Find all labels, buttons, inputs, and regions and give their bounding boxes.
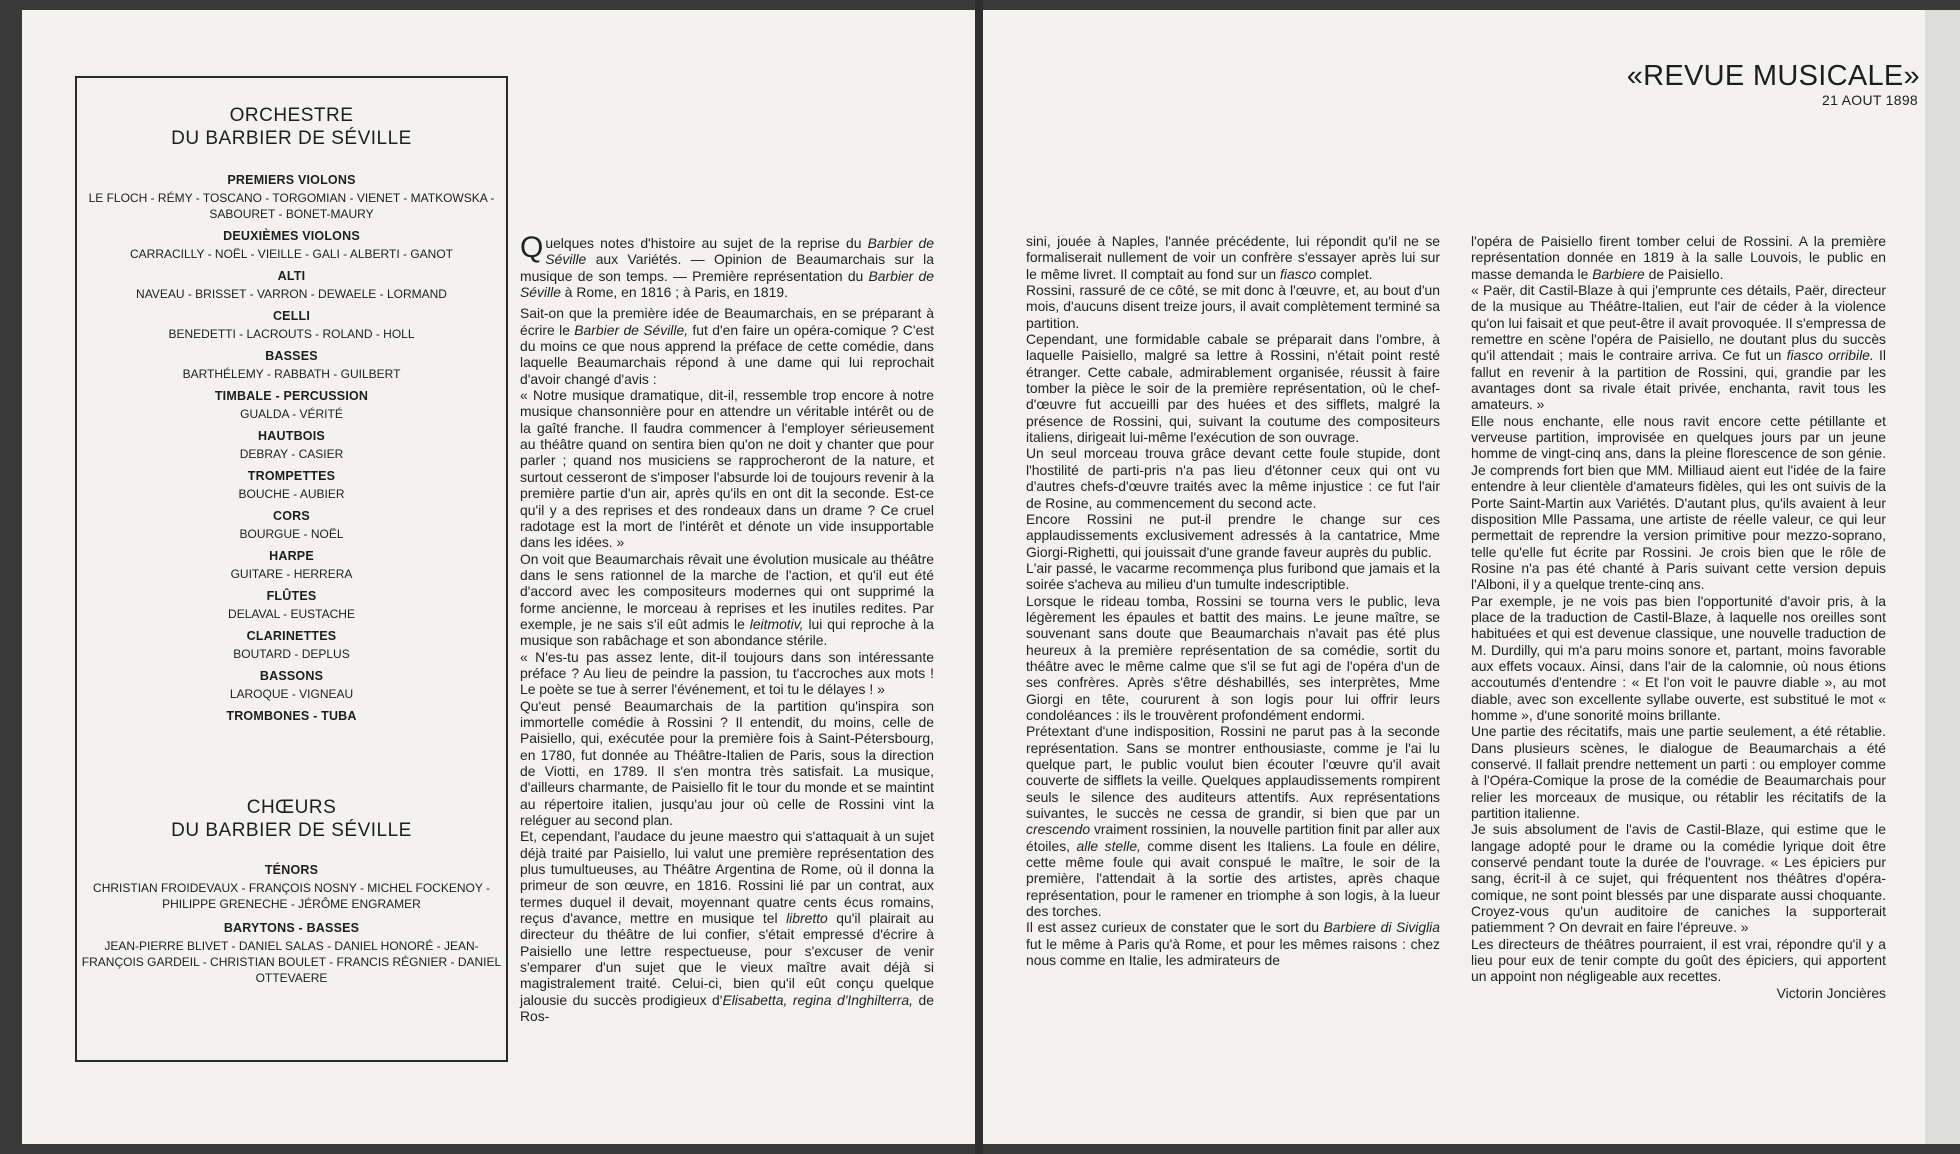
paragraph (520, 828, 934, 1024)
credit-section (77, 268, 506, 302)
text: Barbier de Séville (545, 235, 934, 268)
section-names: JEAN-PIERRE BLIVET - DANIEL SALAS - DANIEL HONORÉ - JEAN-FRANÇOIS GARDEIL - CHRISTIAN BOULET - FRANCIS RÉGNIER - DANIEL OTTEVAERE (81, 939, 502, 985)
text: leitmotiv, (749, 615, 804, 632)
section-names: CARRACILLY - NOËL - VIEILLE - GALI - ALBERTI - GANOT (130, 247, 453, 261)
section-names: BARTHÉLEMY - RABBATH - GUILBERT (182, 367, 401, 381)
section-names: LAROQUE - VIGNEAU (229, 687, 354, 701)
text: Sait-on que la première idée de Beaumarchais, en se préparant à écrire le (520, 305, 934, 338)
credit-section (77, 228, 506, 262)
choir-title (77, 796, 506, 842)
article-column-2 (1026, 233, 1440, 968)
orchestra-title-line1: ORCHESTRE (229, 105, 354, 126)
section-names: DELAVAL - EUSTACHE (228, 607, 355, 621)
article-intro (520, 231, 934, 301)
text: alle stelle, (1076, 837, 1141, 854)
text: sini, jouée à Naples, l'année précédente, lui répondit qu'il ne se formaliserait nullement de voir un confrère s'essayer après lui sur le même livret. Il comptait au fond sur un (1026, 233, 1440, 282)
section-heading: CELLI (272, 309, 311, 323)
section-names: BOUTARD - DEPLUS (233, 647, 350, 661)
paragraph: Cependant, une formidable cabale se préparait dans l'ombre, à laquelle Paisiello, malgré sa lettre à Rossini, n'était point resté étranger. Cette cabale, admirablement organisée, réussit à faire tomber la pièce le soir de la première représentation, où le chef-d'œuvre fut accueilli par des huées et des sifflets, malgré la présence de Rossini, qui, suivant la coutume des compositeurs italiens, dirigeait lui-même l'exécution de son ouvrage. (1026, 331, 1440, 446)
section-names: GUALDA - VÉRITÉ (240, 407, 343, 421)
credit-section (77, 708, 506, 724)
text: à Rome, en 1816 ; à Paris, en 1819. (560, 284, 788, 301)
credit-section (77, 862, 506, 912)
orchestra-title (77, 104, 506, 150)
paragraph: Un seul morceau trouva grâce devant cette foule stupide, dont l'hostilité de parti-pris n'a pas lieu d'étonner ceux qui ont vu d'autres chefs-d'œuvre traités avec la même injustice : ce fut l'air de Rosine, au commencement du second acte. (1026, 445, 1440, 511)
section-names: NAVEAU - BRISSET - VARRON - DEWAELE - LORMAND (136, 287, 447, 301)
choir-list (77, 862, 506, 986)
paragraph: Elle nous enchante, elle nous ravit encore cette pétillante et verveuse partition, improvisée en quelques jours par un jeune homme de vingt-cinq ans, dans la pleine florescence de son génie. Je comprends fort bien que MM. Milliaud aient eut l'idée de la faire entendre à leur clientèle d'amateurs fidèles, qui les ont suivis de la Porte Saint-Martin aux Variétés. D'autant plus, qu'ils avaient à leur disposition Mlle Passama, une artiste de réelle valeur, ce qui leur permettait de reprendre la version primitive pour mezzo-soprano, telle qu'elle fut écrite par Rossini. Je crois bien que le rôle de Rosine n'a pas été chanté à Paris suivant cette version depuis l'Alboni, il y a quelque trente-cinq ans. (1471, 412, 1886, 593)
credit-section (77, 468, 506, 502)
credit-section (77, 348, 506, 382)
paragraph: « N'es-tu pas assez lente, dit-il toujours dans son intéressante préface ? Au lieu de peindre la passion, tu t'accroches aux mots ! Le poète se tue à serrer l'événement, et toi tu le délayes ! » (520, 648, 934, 698)
paragraph: Rossini, rassuré de ce côté, se mit donc à l'œuvre, et, au bout d'un mois, d'aucuns disent treize jours, il avait complètement terminé sa partition. (1026, 282, 1440, 331)
credit-section (77, 588, 506, 622)
orchestra-list (77, 172, 506, 724)
paragraph: Qu'eut pensé Beaumarchais de la partition qu'inspira son immortelle comédie à Rossini ? Il entendit, du moins, celle de Paisiello, qui, exécutée pour la première fois à Saint-Pétersbourg, en 1780, fut donnée au Théâtre-Italien de Paris, sous la direction de Viotti, en 1789. Il s'en montra très satisfait. La musique, d'ailleurs charmante, de Paisiello fit le tour du monde et se maintint au répertoire italien, jusqu'au jour où celle de Rossini vint la reléguer au second plan. (520, 697, 934, 829)
paragraph: Je suis absolument de l'avis de Castil-Blaze, qui estime que le langage adopté pour le drame ou la comédie lyrique doit être conservé pendant toute la durée de l'ouvrage. « Les épiciers pur sang, écrit-il à ce sujet, qui fréquentent nos théâtres d'opéra-comique, ne sont point blessés par une disparate aussi choquante. Croyez-vous qu'un auditoire de caniches la supporterait patiemment ? On devrait en faire l'épreuve. » (1471, 821, 1886, 936)
drop-cap: Q (520, 231, 544, 264)
text: fut le même à Paris qu'à Rome, et pour les mêmes raisons : chez nous comme en Italie, les admirateurs de (1026, 935, 1440, 969)
text: uelques notes d'histoire au sujet de la reprise du (545, 235, 868, 251)
credit-section (77, 920, 506, 986)
orchestra-title-line2: DU BARBIER DE SÉVILLE (171, 128, 412, 149)
credit-section (77, 628, 506, 662)
text: Il fallut en revenir à la partition de Rossini, qui, grandie par les avantages dont sa rivale était privée, enchanta, ravit tous les amateurs. » (1471, 347, 1886, 413)
section-heading: PREMIERS VIOLONS (227, 173, 356, 187)
text: comme disent les Italiens. La foule en délire, cette même foule qui avait conspué le maître, le soir de la première, l'attendait à la sortie des artistes, après chaque représentation, pour le ramener en triomphe à son logis, à la lueur des torches. (1026, 837, 1440, 920)
section-heading: CLARINETTES (246, 629, 337, 643)
text: de Ros- (520, 991, 935, 1025)
text: Barbiere di Siviglia (1323, 919, 1440, 936)
credit-section (77, 308, 506, 342)
section-names: BENEDETTI - LACROUTS - ROLAND - HOLL (168, 327, 415, 341)
section-heading: HAUTBOIS (258, 429, 325, 443)
paragraph: L'air passé, le vacarme recommença plus furibond que jamais et la soirée s'acheva au milieu d'un tumulte indescriptible. (1026, 559, 1440, 593)
page-edge (1925, 10, 1960, 1144)
text: On voit que Beaumarchais rêvait une évolution musicale au théâtre dans le sens rationnel de la marche de l'action, et qu'il eut été d'accord avec les compositeurs modernes qui ont supprimé la forme ancienne, le morceau à reprises et les inutiles redites. Par exemple, je ne sais s'il eût admis le (520, 550, 934, 632)
paragraph: Encore Rossini ne put-il prendre le change sur ces applaudissements exclusivement adressés à la cantatrice, Mme Giorgi-Righetti, qui jouissait d'une grande faveur auprès du public. (1026, 510, 1440, 560)
paragraph (520, 551, 934, 649)
section-heading: TROMPETTES (247, 469, 336, 483)
choir-title-line2: DU BARBIER DE SÉVILLE (171, 820, 412, 841)
section-heading: TROMBONES - TUBA (226, 709, 357, 723)
review-title: «REVUE MUSICALE» (1626, 60, 1920, 92)
paragraph: « Notre musique dramatique, dit-il, ressemble trop encore à notre musique chansonnière pour en attendre un véritable intérêt ou de la gaîté franche. Il faudra commencer à l'employer sérieusement au théâtre quand on sentira bien qu'on ne doit y chanter que pour parler ; quand nos musiciens se rapprocheront de la nature, et surtout cesseront de s'imposer l'absurde loi de toujours revenir à la première partie d'un air, après qu'ils en ont dit la seconde. Est-ce qu'il y a des reprises et des rondeaux dans un drame ? Ce cruel radotage est la mort de l'intérêt et dénote un vide insupportable dans les idées. » (520, 387, 934, 551)
text: crescendo (1026, 821, 1091, 838)
paragraph: Lorsque le rideau tomba, Rossini se tourna vers le public, leva légèrement les épaules et battit des mains. Le jeune maître, se souvenant sans doute que Beaumarchais n'avait pas été plus heureux à la première représentation de sa comédie, sortit du théâtre avec le même calme que s'il se fut agi de l'opéra d'un de ses confrères. Après s'être déshabillés, ses interprètes, Mme Giorgi en tête, coururent à son logis pour lui offrir leurs condoléances : ils le trouvèrent profondément endormi. (1026, 592, 1440, 723)
paragraph (1026, 233, 1440, 282)
text: lui qui reproche à la musique son rabâchage et son abondance stérile. (520, 615, 934, 649)
section-names: GUITARE - HERRERA (230, 567, 353, 581)
section-heading: BARYTONS - BASSES (223, 921, 360, 935)
section-heading: CORS (273, 509, 310, 523)
section-heading: BASSONS (259, 669, 324, 683)
section-names: BOURGUE - NOËL (239, 527, 344, 541)
paragraph (1026, 919, 1440, 968)
paragraph (1026, 723, 1440, 919)
text: Prétextant d'une indisposition, Rossini ne parut pas à la seconde représentation. Sans se montrer enthousiaste, comme je l'ai lu quelque part, le public voulut bien écouter l'œuvre qu'il avait couverte de sifflets la veille. Quelques applaudissements rompirent seuls le silence des auditeurs attentifs. Aux représentations suivantes, le succès ne cessa de grandir, si bien que par un (1026, 723, 1440, 822)
text: aux Variétés. — Opinion de Beaumarchais sur la musique de son temps. — Première représentation du (520, 251, 934, 284)
text: « Paër, dit Castil-Blaze à qui j'emprunte ces détails, Paër, directeur de la musique au Théâtre-Italien, eut l'air de céder à la violence qu'on lui faisait et que peut-être il avait provoquée. Il s'empressa de remettre en scène l'opéra de Paisiello, ne doutant plus du succès qu'il attendait ; mais le contraire arriva. Ce fut un (1471, 282, 1886, 364)
text: Elisabetta, regina d'Inghilterra, (722, 991, 914, 1008)
text: libretto (786, 910, 828, 927)
paragraph (520, 305, 934, 387)
section-names: LE FLOCH - RÉMY - TOSCANO - TORGOMIAN - VIENET - MATKOWSKA - SABOURET - BONET-MAURY (88, 191, 495, 221)
signature: Victorin Joncières (1776, 984, 1886, 1001)
credit-section (77, 668, 506, 702)
credit-section (77, 388, 506, 422)
section-heading: TIMBALE - PERCUSSION (214, 389, 369, 403)
text: vraiment rossinien, la nouvelle partition finit par aller aux étoiles, (1026, 821, 1440, 854)
article-column-1 (520, 231, 935, 1025)
text: Barbier de Séville (520, 267, 934, 301)
text: Barbier de Séville, (574, 321, 689, 338)
article-column-3 (1471, 233, 1886, 1001)
credit-section (77, 508, 506, 542)
text: fiasco orribile. (1786, 347, 1874, 364)
text: fiasco (1280, 265, 1317, 282)
section-heading: TÉNORS (264, 863, 319, 877)
section-names: DEBRAY - CASIER (239, 447, 344, 461)
credits-box (75, 76, 508, 1062)
text: fut d'en faire un opéra-comique ? C'est du moins ce que nous apprend la préface de cette comédie, dans laquelle Beaumarchais répond à une dame qui lui reprochait d'avoir changé d'avis : (520, 321, 935, 387)
section-heading: DEUXIÈMES VIOLONS (223, 229, 360, 243)
section-names: CHRISTIAN FROIDEVAUX - FRANÇOIS NOSNY - MICHEL FOCKENOY - PHILIPPE GRENECHE - JÉRÔME ENGRAMER (93, 881, 490, 911)
section-heading: FLÛTES (266, 589, 317, 603)
credit-section (77, 548, 506, 582)
paragraph: Les directeurs de théâtres pourraient, il est vrai, répondre qu'il y a lieu pour eux de tenir compte du goût des épiciers, qui apportent un appoint non négligeable aux recettes. (1471, 935, 1886, 985)
credit-section (77, 428, 506, 462)
credit-section (77, 172, 506, 222)
review-date: 21 AOUT 1898 (1822, 92, 1918, 108)
book-gutter (975, 0, 983, 1154)
section-heading: BASSES (265, 349, 318, 363)
text: complet. (1316, 265, 1373, 282)
paragraph: Par exemple, je ne vois pas bien l'opportunité d'avoir pris, à la place de la traduction de Castil-Blaze, à laquelle nos oreilles sont habituées et qui est devenue classique, une nouvelle traduction de M. Durdilly, qui m'a paru moins sonore et, partant, moins favorable aux effets vocaux. Ainsi, dans l'air de la calomnie, où nous étions accoutumés d'entendre : « Et l'on voit le pauvre diable », au mot diable, avec son excellente syllabe ouverte, est substitué le mot « homme », d'une sonorité moins brillante. (1471, 592, 1886, 723)
paragraph (1471, 233, 1886, 282)
section-heading: HARPE (269, 549, 314, 563)
text: Il est assez curieux de constater que le sort du (1026, 919, 1324, 936)
text: l'opéra de Paisiello firent tomber celui de Rossini. A la première représentation donnée en 1819 à la salle Louvois, le public en masse demanda le (1471, 233, 1886, 282)
section-names: BOUCHE - AUBIER (238, 487, 345, 501)
choir-title-line1: CHŒURS (246, 797, 337, 818)
text: de Paisiello. (1644, 265, 1724, 282)
text: Barbiere (1592, 265, 1645, 282)
paragraph: Une partie des récitatifs, mais une partie seulement, a été rétablie. Dans plusieurs scènes, le dialogue de Beaumarchais a été conservé. Il fallait prendre nettement un parti : ou employer comme à l'Opéra-Comique la prose de la comédie de Beaumarchais pour relier les morceaux de musique, ou rétablir les récitatifs de la partition italienne. (1471, 723, 1886, 822)
paragraph (1471, 282, 1886, 413)
section-heading: ALTI (277, 269, 306, 283)
text: Et, cependant, l'audace du jeune maestro qui s'attaquait à un sujet déjà traité par Paisiello, lui valut une première représentation des plus tumultueuses, au Théâtre Argentina de Rome, où il donna la primeur de son œuvre, en 1816. Rossini lié par un contrat, aux termes duquel il devait, moyennant quatre cents écus romains, reçus d'avance, mettre en musique tel (520, 828, 934, 927)
text: qu'il plairait au directeur du théâtre de lui confier, s'était empressé d'écrire à Paisiello une lettre respectueuse, pour s'excuser de venir s'emparer d'un sujet que le vieux maître avait déjà si magistralement traité. Celui-ci, bien qu'il eût conçu quelque jalousie du succès prodigieux d' (520, 910, 934, 1008)
